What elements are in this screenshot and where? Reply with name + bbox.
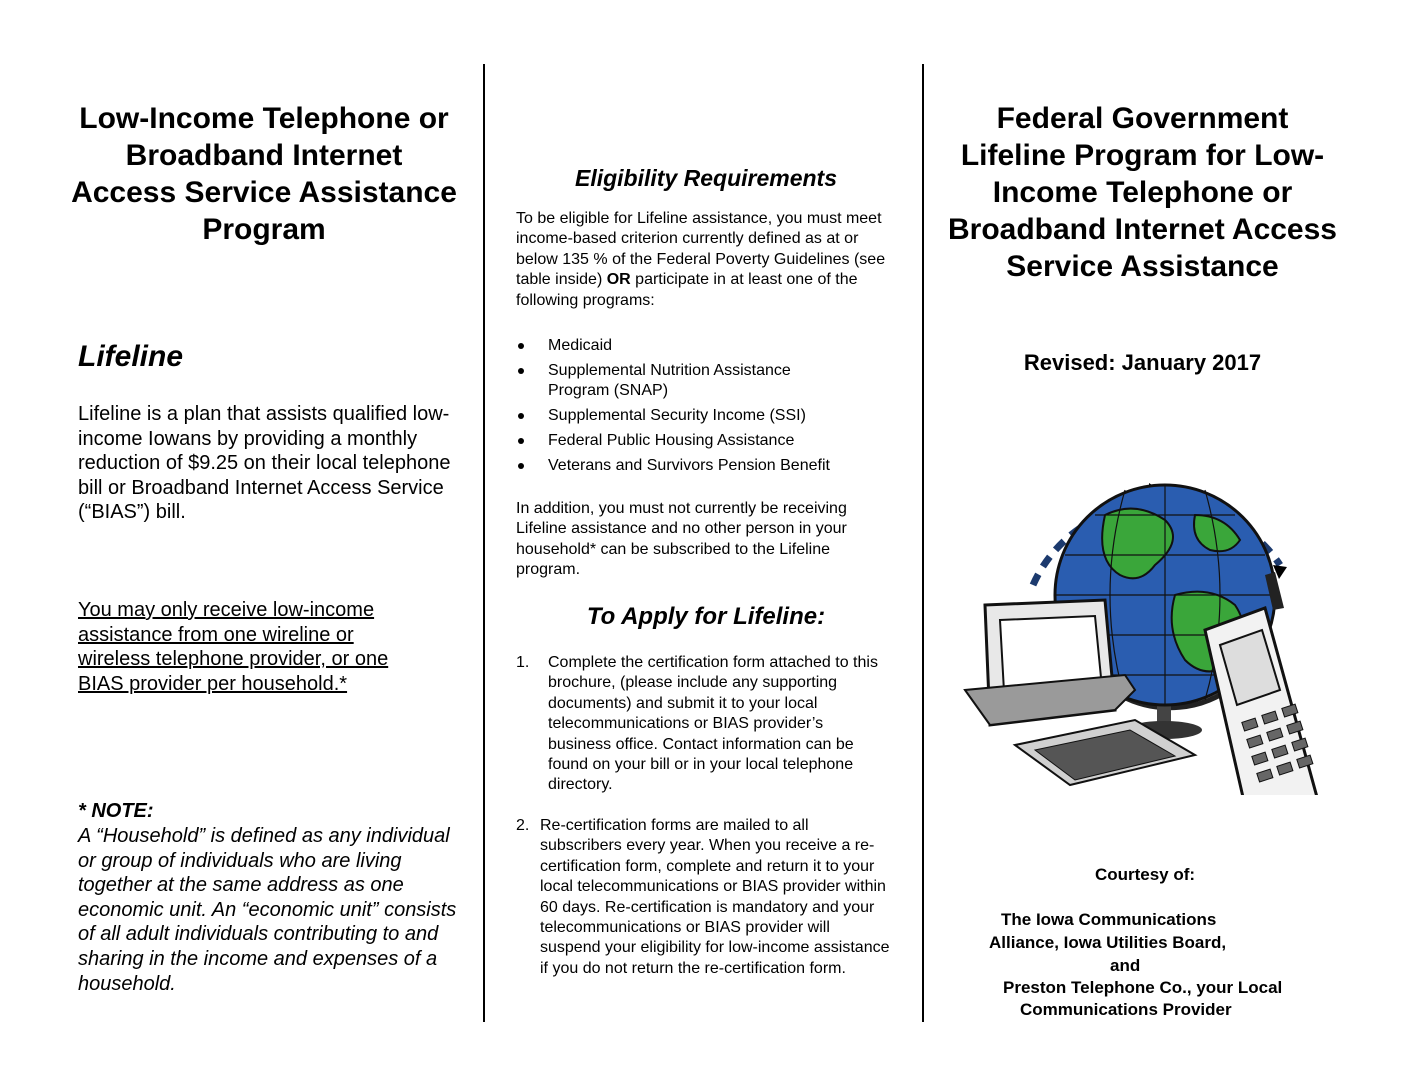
- step-number: 2.: [516, 817, 530, 834]
- fold-divider-left: [483, 64, 485, 1022]
- apply-step-1: [516, 653, 888, 796]
- step-text: Complete the certification form attached to this brochure, (please include any supporting documents) and submit it to your local telecommunications or BIAS provider’s business office. Contact information can be found on your bill or in your local telephone directory.: [548, 654, 878, 794]
- addition-text: In addition, you must not currently be receiving Lifeline assistance and no other person in your household* can be subscribed to the Lifeline program.: [516, 500, 847, 579]
- courtesy-label: Courtesy of:: [1094, 865, 1196, 884]
- list-item: Veterans and Survivors Pension Benefit: [516, 456, 886, 477]
- eligibility-intro-or: OR: [606, 271, 631, 289]
- courtesy-line-2: Alliance, Iowa Utilities Board,: [989, 933, 1227, 952]
- list-item: Federal Public Housing Assistance: [516, 431, 886, 452]
- left-panel-title: Low-Income Telephone or Broadband Internet Access Service Assistance Program: [71, 102, 457, 246]
- list-item: Supplemental Security Income (SSI): [516, 406, 886, 427]
- lifeline-intro: Lifeline is a plan that assists qualified low-income Iowans by providing a monthly reduction of $9.25 on their local telephone bill or Broadband Internet Access Service (“BIAS”) bill.: [78, 403, 451, 523]
- eligibility-intro-part-a: To be eligible for Lifeline assistance, you must meet income-based criterion currently defined as at or below 135 % of the Federal Poverty Guidelines (see table inside): [516, 210, 886, 289]
- apply-heading: To Apply for Lifeline:: [586, 603, 826, 630]
- apply-step-2: [516, 816, 894, 979]
- globe-computer-phone-icon: [955, 445, 1335, 795]
- courtesy-line-3: and: [1110, 956, 1141, 975]
- step-number: 1.: [516, 654, 530, 671]
- list-item: Supplemental Nutrition Assistance Program (SNAP): [516, 361, 886, 402]
- restriction-text: You may only receive low-income assistance from one wireline or wireless telephone provider, or one BIAS provider per household.*: [78, 599, 389, 695]
- eligibility-intro: [516, 209, 888, 311]
- note-heading: * NOTE:: [78, 800, 154, 822]
- right-panel-title: Federal Government Lifeline Program for Low-Income Telephone or Broadband Internet Access Service Assistance: [948, 102, 1337, 283]
- eligibility-intro-part-b: participate in at least one of the following programs:: [516, 271, 858, 309]
- list-item: Medicaid: [516, 336, 886, 357]
- note-body: A “Household” is defined as any individual or group of individuals who are living together at the same address as one economic unit. An “economic unit” consists of all adult individuals contributing to and sharing in the income and expenses of a household.: [78, 825, 457, 995]
- courtesy-line-1: The Iowa Communications: [1001, 910, 1217, 929]
- revised-date: Revised: January 2017: [1023, 350, 1262, 375]
- program-list: [516, 336, 886, 481]
- lifeline-heading: Lifeline: [78, 340, 184, 373]
- fold-divider-right: [922, 64, 924, 1022]
- step-text: Re-certification forms are mailed to all subscribers every year. When you receive a re-certification form, complete and return it to your local telecommunications or BIAS provider within 60 days. Re-certification is mandatory and your telecommunications or BIAS provider will suspend your eligibility for low-income assistance if you do not return the re-certification form.: [540, 817, 890, 977]
- courtesy-line-4: Preston Telephone Co., your Local: [1003, 978, 1283, 997]
- eligibility-heading: Eligibility Requirements: [575, 165, 837, 191]
- courtesy-line-5: Communications Provider: [1020, 1000, 1232, 1019]
